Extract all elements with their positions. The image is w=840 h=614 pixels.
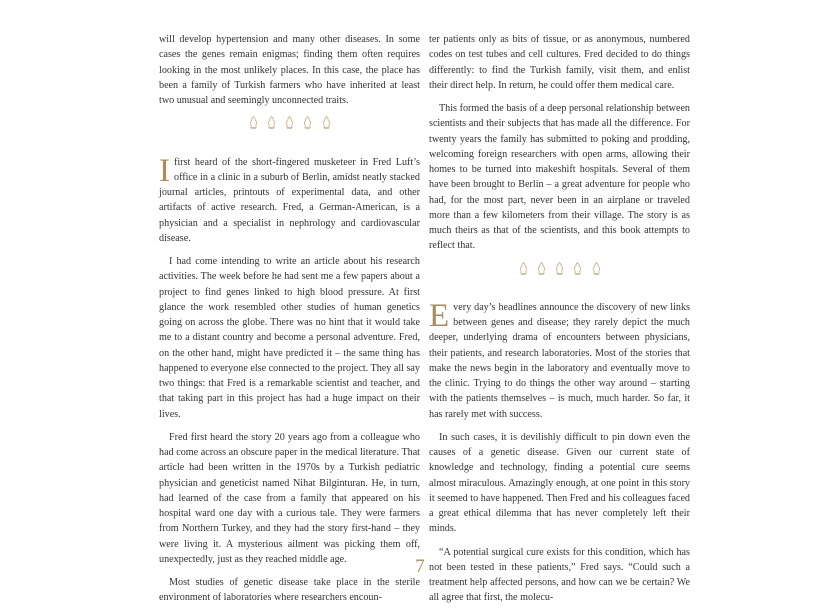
paragraph: “A potential surgical cure exists for this condition, which has not been tested in these patients,” Fred says. “Could such a treatment help affected persons, and how can we be certain? We all agree that first, the molecu- xyxy=(429,546,690,604)
paragraph: Most studies of genetic disease take place in the sterile environment of laboratories where researchers encoun- xyxy=(159,577,420,604)
hand-ornament-icon xyxy=(537,262,546,275)
paragraph: I had come intending to write an article about his research activities. The week before he had sent me a few papers about a project to find genes linked to high blood pressure. At first glance the work resembled other studies of human genetics going on across the globe. There was no hint that it would take me to a distant country and become a personal adventure. Fred, on the other hand, might have predicted it – the same thing has happened to everyone else connected to the project. They all say two things: that Fred is a remarkable scientist and teacher, and that taking part in this project has had a huge impact on their lives. xyxy=(159,256,420,420)
hand-ornament-icon xyxy=(303,116,312,129)
left-column xyxy=(159,32,420,614)
hand-ornament-icon xyxy=(555,262,564,275)
paragraph-lead xyxy=(429,297,690,422)
paragraph: In such cases, it is devilishly difficult to pin down even the causes of a genetic disease. Given our current state of knowledge and technology, finding a potential cure seems almost miraculous. Amazingly enough, at one point in this story it seemed to have happened. Then Fred and his colleagues faced a great ethical dilemma that has never completely left their minds. xyxy=(429,431,690,535)
hand-ornament-icon xyxy=(519,262,528,275)
drop-cap: I xyxy=(159,152,170,189)
hand-ornament-icon xyxy=(322,116,331,129)
paragraph-lead xyxy=(159,152,420,247)
section-ornament xyxy=(429,262,690,280)
hand-ornament-icon xyxy=(285,116,294,129)
hand-ornament-icon xyxy=(592,262,601,275)
hand-ornament-icon xyxy=(267,116,276,129)
drop-cap: E xyxy=(429,297,450,334)
hand-ornament-icon xyxy=(249,116,258,129)
paragraph: ter patients only as bits of tissue, or as anonymous, numbered codes on test tubes and cell cultures. Fred decided to do things differently: to find the Turkish family, visit them, and enlist their direct help. In return, he could offer them medical care. xyxy=(429,34,690,91)
hand-ornament-icon xyxy=(573,262,582,275)
paragraph-text: first heard of the short-fingered musketeer in Fred Luft’s office in a clinic in a suburb of Berlin, amidst neatly stacked journal articles, printouts of experimental data, and other artifacts of active research. Fred, a German-American, is a physician and a specialist in nephrology and cardiovascular disease. xyxy=(159,156,420,244)
section-ornament xyxy=(159,116,420,134)
paragraph: This formed the basis of a deep personal relationship between scientists and their subjects that has made all the difference. For twenty years the family has submitted to poking and prodding, welcoming foreign researchers with open arms, allowing their homes to be turned into makeshift hospitals. Several of them have been brought to Berlin – a great adventure for people who had, for the most part, never been in an airplane or traveled more than a few kilometers from their village. The story is as much theirs as that of the scientists, and this book attempts to reflect that. xyxy=(429,103,690,252)
page-number: 7 xyxy=(415,556,425,577)
paragraph: will develop hypertension and many other diseases. In some cases the genes remain enigmas; finding them often requires looking in the most unlikely places. In this case, the place has been a family of Turkish farmers who have inherited at least two unusual and seemingly unconnected traits. xyxy=(159,34,420,106)
right-column xyxy=(429,32,690,614)
paragraph: Fred first heard the story 20 years ago from a colleague who had come across an obscure paper in the medical literature. That article had been written in the 1970s by a Turkish pediatric physician and geneticist named Nihat Bilginturan. He, in turn, had learned of the case from a family that appeared on his hospital ward one day with a curious tale. They were farmers from Northern Turkey, and they had the story first-hand – they were living it. A mysterious ailment was picking them off, unexpectedly, just as they reached middle age. xyxy=(159,431,420,565)
paragraph-text: very day’s headlines announce the discovery of new links between genes and disease; they rarely depict the much deeper, underlying drama of encounters between physicians, their patients, and research laboratories. Most of the stories that make the news begin in the laboratory and eventually move to the clinic. Trying to do things the other way around – starting with the patients themselves – is much, much harder. So far, it has rarely met with success. xyxy=(429,301,690,420)
